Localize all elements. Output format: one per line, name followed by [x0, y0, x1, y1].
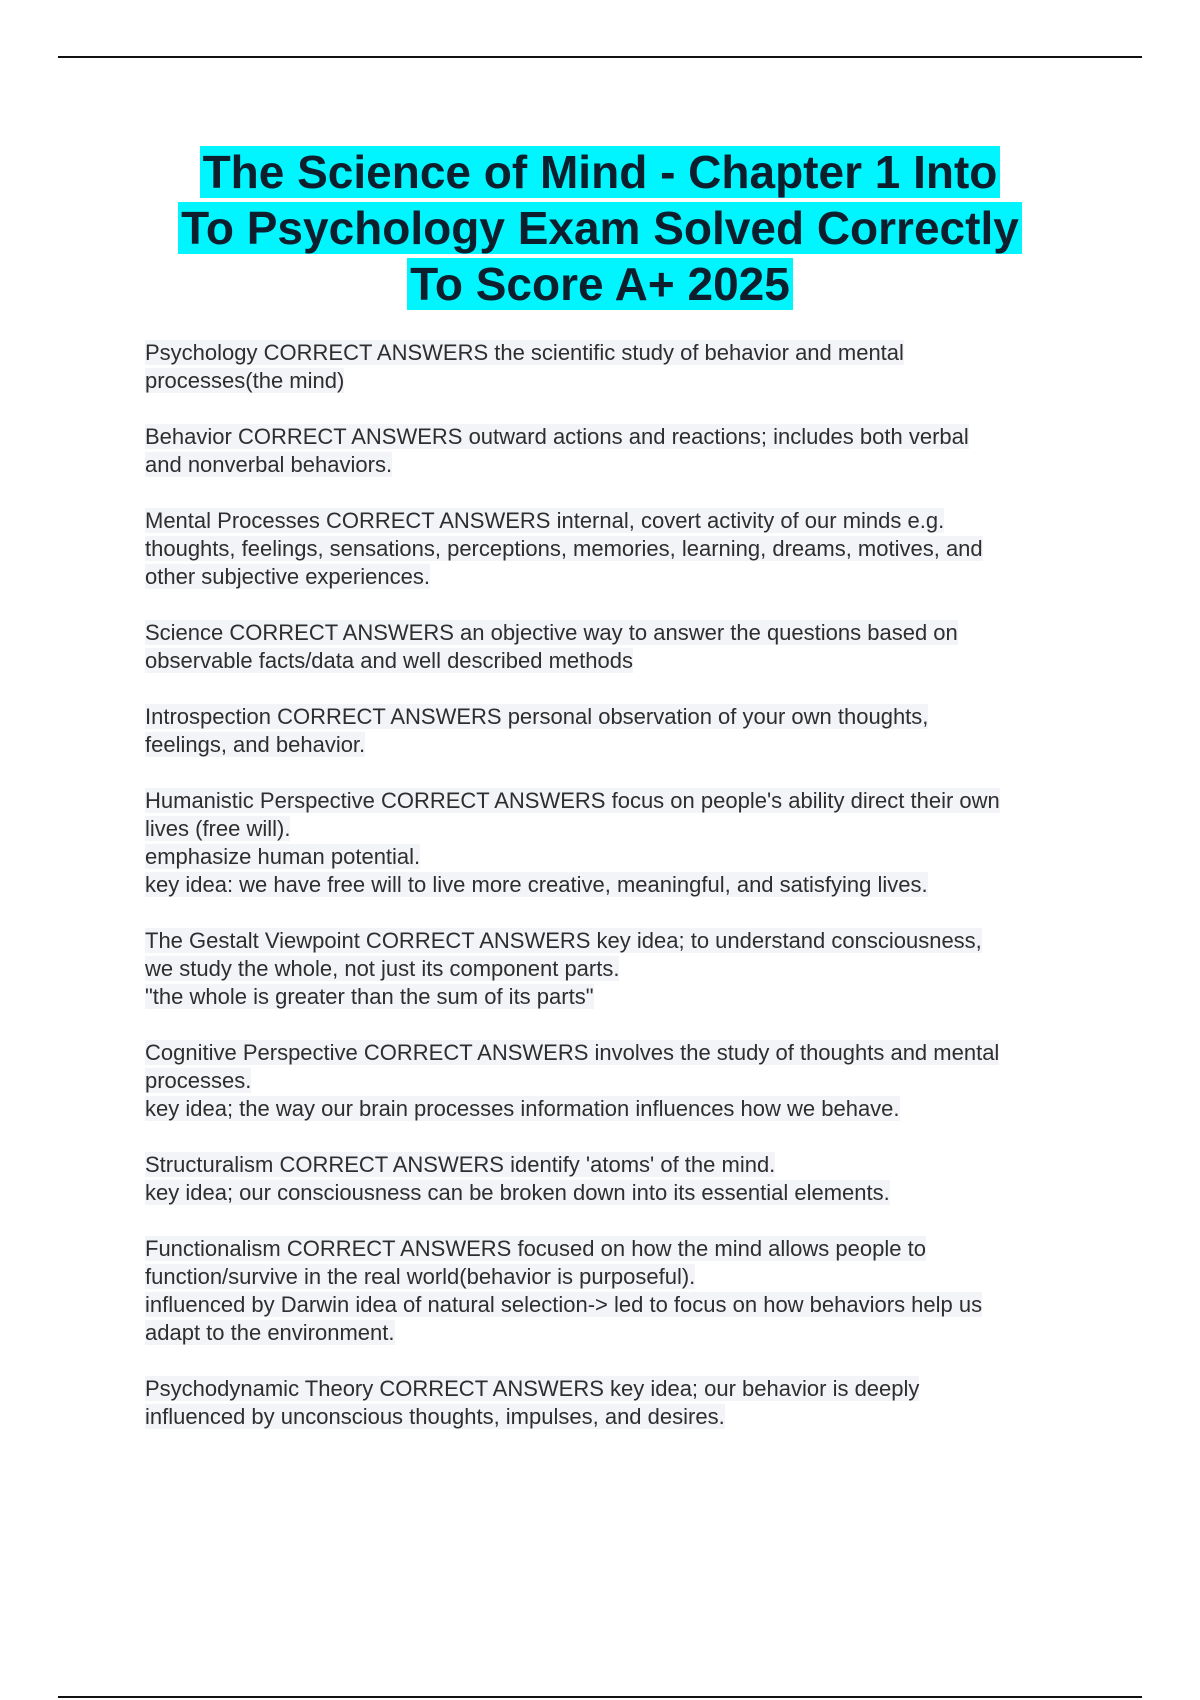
entry-line: [145, 1319, 1095, 1347]
entry-line: [145, 1291, 1095, 1319]
definition-entry: [145, 1235, 1095, 1347]
entry-line-text: Introspection CORRECT ANSWERS personal observation of your own thoughts,: [145, 704, 929, 729]
definition-entry: [145, 423, 1095, 479]
entry-line-text: lives (free will).: [145, 816, 291, 841]
entry-line-text: key idea; the way our brain processes information influences how we behave.: [145, 1096, 900, 1121]
definition-entry: [145, 703, 1095, 759]
definition-entry: [145, 339, 1095, 395]
entry-line: [145, 1179, 1095, 1207]
entry-line-text: observable facts/data and well described methods: [145, 648, 633, 673]
top-divider: [58, 56, 1142, 58]
entry-line-text: Psychology CORRECT ANSWERS the scientific study of behavior and mental: [145, 340, 904, 365]
entry-line: [145, 983, 1095, 1011]
entry-line: [145, 1263, 1095, 1291]
entry-line-text: influenced by Darwin idea of natural selection-> led to focus on how behaviors help us: [145, 1292, 983, 1317]
definition-entry: [145, 507, 1095, 591]
definition-entry: [145, 787, 1095, 899]
definition-entry: [145, 1151, 1095, 1207]
entry-line: [145, 731, 1095, 759]
entry-line: [145, 703, 1095, 731]
entry-line: [145, 927, 1095, 955]
definition-entry: [145, 927, 1095, 1011]
entry-line: [145, 1039, 1095, 1067]
definition-entry: [145, 619, 1095, 675]
entry-line-text: "the whole is greater than the sum of its parts": [145, 984, 594, 1009]
entry-line: [145, 507, 1095, 535]
entry-line: [145, 787, 1095, 815]
document-title: [100, 144, 1100, 312]
entry-line-text: other subjective experiences.: [145, 564, 430, 589]
entry-line: [145, 339, 1095, 367]
entry-line: [145, 563, 1095, 591]
entry-line-text: function/survive in the real world(behavior is purposeful).: [145, 1264, 696, 1289]
bottom-divider: [58, 1696, 1142, 1698]
entry-line-text: Structuralism CORRECT ANSWERS identify 'atoms' of the mind.: [145, 1152, 776, 1177]
entry-line-text: feelings, and behavior.: [145, 732, 366, 757]
entry-line: [145, 1375, 1095, 1403]
entry-line-text: Functionalism CORRECT ANSWERS focused on how the mind allows people to: [145, 1236, 926, 1261]
entry-line-text: influenced by unconscious thoughts, impulses, and desires.: [145, 1404, 725, 1429]
entry-line: [145, 647, 1095, 675]
entry-line-text: Science CORRECT ANSWERS an objective way to answer the questions based on: [145, 620, 958, 645]
entry-line-text: processes.: [145, 1068, 252, 1093]
entry-line: [145, 1235, 1095, 1263]
entry-line-text: adapt to the environment.: [145, 1320, 395, 1345]
definition-entry: [145, 1375, 1095, 1431]
entry-line: [145, 843, 1095, 871]
entry-line-text: Psychodynamic Theory CORRECT ANSWERS key idea; our behavior is deeply: [145, 1376, 920, 1401]
entry-line-text: Behavior CORRECT ANSWERS outward actions and reactions; includes both verbal: [145, 424, 969, 449]
entry-line-text: processes(the mind): [145, 368, 345, 393]
entry-line-text: Mental Processes CORRECT ANSWERS internal, covert activity of our minds e.g.: [145, 508, 945, 533]
title-line: The Science of Mind - Chapter 1 Into: [200, 146, 1001, 198]
entry-line: [145, 1067, 1095, 1095]
entry-line: [145, 1403, 1095, 1431]
entry-line-text: thoughts, feelings, sensations, perceptions, memories, learning, dreams, motives, and: [145, 536, 983, 561]
entry-line: [145, 871, 1095, 899]
entry-line: [145, 619, 1095, 647]
entry-line: [145, 423, 1095, 451]
definition-list: [145, 339, 1095, 1459]
entry-line-text: key idea: we have free will to live more creative, meaningful, and satisfying lives.: [145, 872, 928, 897]
entry-line-text: Humanistic Perspective CORRECT ANSWERS focus on people's ability direct their own: [145, 788, 1000, 813]
entry-line: [145, 815, 1095, 843]
title-line: To Psychology Exam Solved Correctly: [178, 202, 1022, 254]
entry-line-text: key idea; our consciousness can be broken down into its essential elements.: [145, 1180, 890, 1205]
entry-line: [145, 1095, 1095, 1123]
entry-line-text: The Gestalt Viewpoint CORRECT ANSWERS key idea; to understand consciousness,: [145, 928, 982, 953]
entry-line-text: and nonverbal behaviors.: [145, 452, 393, 477]
entry-line: [145, 535, 1095, 563]
entry-line: [145, 955, 1095, 983]
entry-line-text: emphasize human potential.: [145, 844, 421, 869]
entry-line-text: Cognitive Perspective CORRECT ANSWERS involves the study of thoughts and mental: [145, 1040, 1000, 1065]
definition-entry: [145, 1039, 1095, 1123]
entry-line: [145, 451, 1095, 479]
title-line: To Score A+ 2025: [407, 258, 793, 310]
entry-line: [145, 367, 1095, 395]
entry-line-text: we study the whole, not just its component parts.: [145, 956, 620, 981]
entry-line: [145, 1151, 1095, 1179]
